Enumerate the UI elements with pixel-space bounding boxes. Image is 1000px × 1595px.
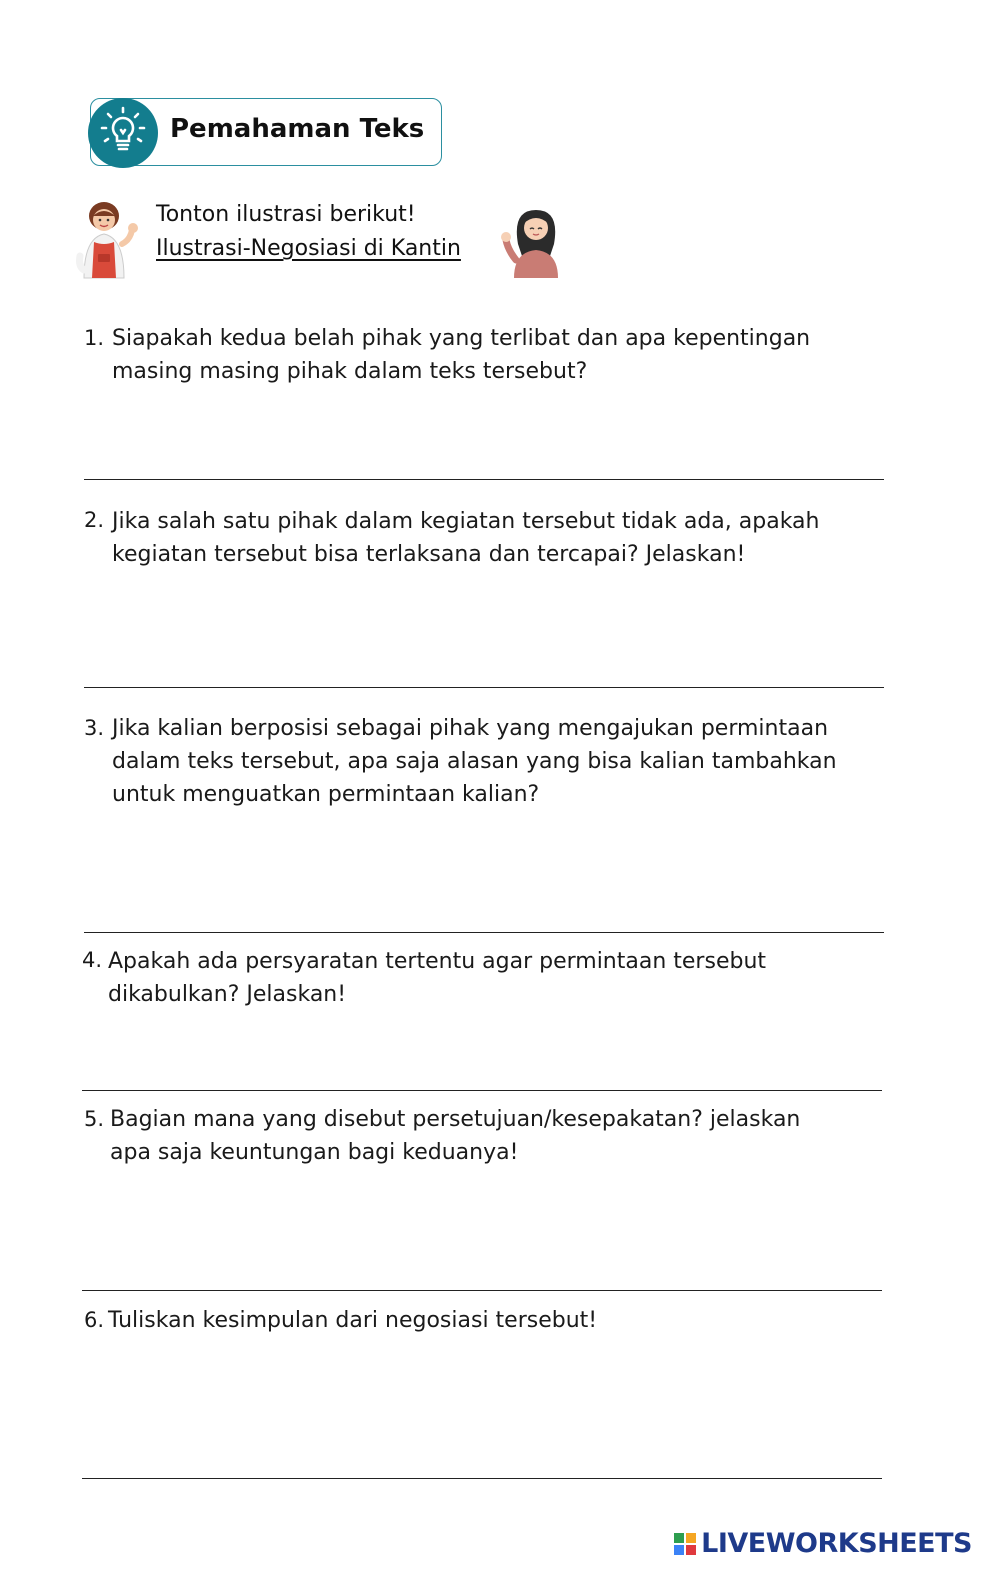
answer-line-1[interactable] — [84, 479, 884, 480]
question-1-number: 1. — [84, 326, 105, 350]
lightbulb-icon — [88, 98, 158, 168]
question-4-line-2: dikabulkan? Jelaskan! — [108, 982, 347, 1007]
question-3-line-1: Jika kalian berposisi sebagai pihak yang mengajukan permintaan — [112, 716, 829, 741]
brand-name: LIVEWORKSHEETS — [701, 1528, 972, 1559]
answer-line-2[interactable] — [84, 687, 884, 688]
question-6-number: 6. — [84, 1308, 105, 1332]
answer-line-3[interactable] — [84, 932, 884, 933]
question-6-line-1: Tuliskan kesimpulan dari negosiasi tersebut! — [108, 1308, 598, 1333]
question-2-line-1: Jika salah satu pihak dalam kegiatan tersebut tidak ada, apakah — [112, 509, 820, 534]
section-title: Pemahaman Teks — [170, 114, 425, 144]
answer-line-4[interactable] — [82, 1090, 882, 1091]
answer-line-5[interactable] — [82, 1290, 882, 1291]
illustration-link[interactable]: Ilustrasi-Negosiasi di Kantin — [156, 236, 461, 261]
waving-girl-icon — [500, 204, 568, 278]
question-2-line-2: kegiatan tersebut bisa terlaksana dan tercapai? Jelaskan! — [112, 542, 746, 567]
question-3-line-3: untuk menguatkan permintaan kalian? — [112, 782, 540, 807]
answer-line-6[interactable] — [82, 1478, 882, 1479]
waving-woman-apron-icon — [74, 198, 144, 280]
question-5-number: 5. — [84, 1107, 105, 1131]
question-1-line-1: Siapakah kedua belah pihak yang terlibat dan apa kepentingan — [112, 326, 811, 351]
question-4-number: 4. — [82, 948, 103, 972]
instruction-text: Tonton ilustrasi berikut! — [156, 202, 416, 227]
question-1-line-2: masing masing pihak dalam teks tersebut? — [112, 359, 588, 384]
question-5-line-1: Bagian mana yang disebut persetujuan/kesepakatan? jelaskan — [110, 1107, 801, 1132]
liveworksheets-logo-icon — [673, 1532, 697, 1556]
question-3-number: 3. — [84, 716, 105, 740]
brand-logo[interactable] — [673, 1528, 972, 1559]
question-5-line-2: apa saja keuntungan bagi keduanya! — [110, 1140, 519, 1165]
question-4-line-1: Apakah ada persyaratan tertentu agar permintaan tersebut — [108, 949, 767, 974]
question-3-line-2: dalam teks tersebut, apa saja alasan yang bisa kalian tambahkan — [112, 749, 837, 774]
question-2-number: 2. — [84, 508, 105, 532]
